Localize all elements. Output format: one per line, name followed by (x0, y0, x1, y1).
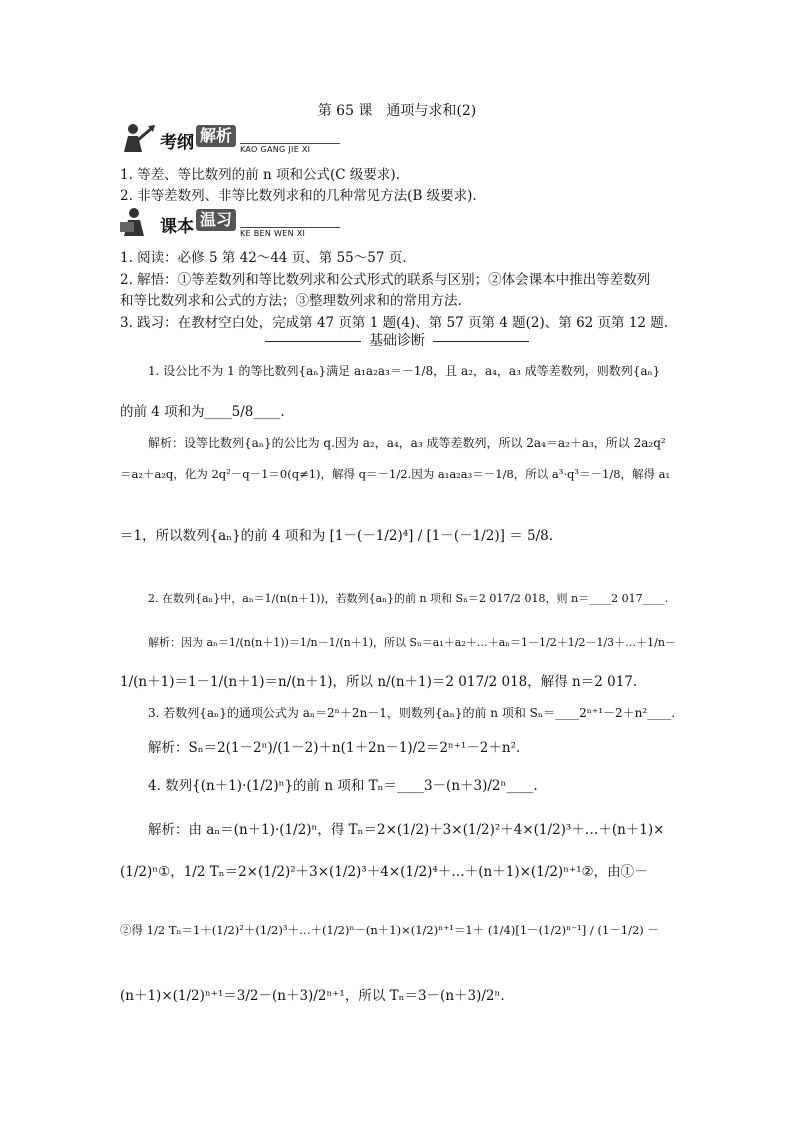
solution-line: 解析：因为 aₙ＝1/(n(n＋1))＝1/n－1/(n＋1)，所以 Sₙ＝a₁＋a₂＋…＋aₙ＝1－1/2＋1/2－1/3＋…＋1/n－ (148, 636, 676, 649)
section-box: 温习 (196, 209, 236, 231)
keben-line: 1. 阅读：必修 5 第 42～44 页、第 55～57 页. (120, 250, 407, 266)
solution-line: 解析：由 aₙ＝(n＋1)·(1/2)ⁿ，得 Tₙ＝2×(1/2)＋3×(1/2)²＋4×(1/2)³＋…＋(n＋1)× (148, 822, 665, 838)
keben-line: 3. 践习：在教材空白处，完成第 47 页第 1 题(4)、第 57 页第 4 题(2)、第 62 页第 12 题. (120, 315, 669, 331)
keben-line: 2. 解悟：①等差数列和等比数列求和公式形式的联系与区别；②体会课本中推出等差数列 (120, 272, 651, 288)
solution-line: 解析：Sₙ＝2(1－2ⁿ)/(1－2)＋n(1＋2n－1)/2＝2ⁿ⁺¹－2＋n². (148, 740, 521, 756)
problem-line: 3. 若数列{aₙ}的通项公式为 aₙ＝2ⁿ＋2n－1，则数列{aₙ}的前 n 项和 Sₙ＝____2ⁿ⁺¹－2＋n²____. (148, 706, 676, 720)
solution-line: 解析：设等比数列{aₙ}的公比为 q.因为 a₂，a₄，a₃ 成等差数列，所以 2a₄＝a₂＋a₃，所以 2a₂q² (148, 436, 666, 450)
section-header-kaogang (118, 122, 378, 154)
solution-line: (n＋1)×(1/2)ⁿ⁺¹＝3/2－(n＋3)/2ⁿ⁺¹，所以 Tₙ＝3－(n＋3)/2ⁿ. (120, 988, 505, 1004)
kaogang-line: 1. 等差、等比数列的前 n 项和公式(C 级要求). (120, 167, 400, 183)
diagnosis-heading (0, 330, 794, 350)
solution-line: ＝1，所以数列{aₙ}的前 4 项和为 [1－(－1/2)⁴] / [1－(－1/2)] ＝ 5/8. (120, 528, 554, 544)
solution-line: (1/2)ⁿ①，1/2 Tₙ＝2×(1/2)²＋3×(1/2)³＋4×(1/2)⁴＋…＋(n＋1)×(1/2)ⁿ⁺¹②，由①－ (120, 864, 648, 880)
diagnosis-heading-text: 基础诊断 (369, 333, 425, 349)
problem-line: 的前 4 项和为____5/8____. (120, 404, 285, 420)
heading-rule-left (265, 341, 361, 342)
reading-figure-icon (118, 206, 158, 238)
heading-rule-right (433, 341, 529, 342)
section-header-keben (118, 206, 378, 238)
section-box: 解析 (196, 125, 236, 147)
keben-line: 和等比数列求和公式的方法；③整理数列求和的常用方法. (120, 293, 462, 309)
problem-line: 2. 在数列{aₙ}中，aₙ＝1/(n(n＋1))，若数列{aₙ}的前 n 项和 Sₙ＝2 017/2 018，则 n＝____2 017____. (148, 592, 669, 605)
reader-figure-icon (118, 122, 158, 154)
problem-line: 4. 数列{(n＋1)·(1/2)ⁿ}的前 n 项和 Tₙ＝____3－(n＋3)/2ⁿ____. (148, 778, 538, 794)
section-rule (240, 143, 340, 144)
section-label: 考纲 (160, 133, 194, 153)
section-pinyin: KAO GANG JIE XI (240, 145, 311, 154)
solution-line: ②得 1/2 Tₙ＝1＋(1/2)²＋(1/2)³＋…＋(1/2)ⁿ－(n＋1)×(1/2)ⁿ⁺¹＝1＋ (1/4)[1－(1/2)ⁿ⁻¹] / (1－1/2) － (120, 923, 659, 937)
kaogang-line: 2. 非等差数列、非等比数列求和的几种常见方法(B 级要求). (120, 188, 477, 204)
problem-line: 1. 设公比不为 1 的等比数列{aₙ}满足 a₁a₂a₃＝－1/8，且 a₂，a₄，a₃ 成等差数列，则数列{aₙ} (148, 364, 661, 378)
solution-line: ＝a₂＋a₂q，化为 2q²－q－1＝0(q≠1)，解得 q＝－1/2.因为 a₁a₂a₃＝－1/8，所以 a³·q³＝－1/8，解得 a₁ (120, 467, 671, 481)
section-pinyin: KE BEN WEN XI (240, 229, 306, 238)
solution-line: 1/(n＋1)＝1－1/(n＋1)＝n/(n＋1)，所以 n/(n＋1)＝2 017/2 018，解得 n＝2 017. (120, 674, 638, 690)
section-rule (240, 227, 340, 228)
section-label: 课本 (160, 217, 194, 237)
page-title: 第 65 课 通项与求和(2) (317, 103, 477, 119)
